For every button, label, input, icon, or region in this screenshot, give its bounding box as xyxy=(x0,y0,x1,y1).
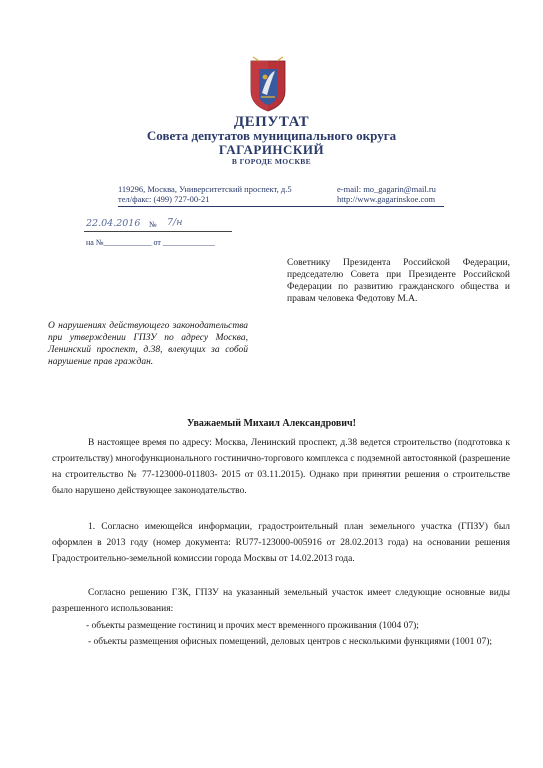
greeting: Уважаемый Михаил Александрович! xyxy=(186,418,357,429)
outgoing-date: 22.04.2016 xyxy=(86,218,141,229)
letterhead-phone: тел/факс: (499) 727-00-21 xyxy=(118,194,210,204)
letterhead-website: http://www.gagarinskoe.com xyxy=(337,194,436,204)
outgoing-number-label: № xyxy=(149,220,157,229)
outgoing-number: 7/н xyxy=(167,217,183,228)
date-underline xyxy=(84,231,232,232)
body-paragraph-1: В настоящее время по адресу: Москва, Ленинский проспект, д.38 ведется строительство (подготовка к строительству) многофункционального гостинично-торгового комплекса с подземной автостоянкой (разрешение на строительство № 77-123000-011803- 2015 от 03.11.2015). Однако при принятии решения о строительстве было нарушено действующее законодательство. xyxy=(52,438,510,496)
letterhead-title: ДЕПУТАТ xyxy=(233,114,310,130)
letterhead-city: В ГОРОДЕ МОСКВЕ xyxy=(231,157,312,166)
list-item-offices: - объекты размещения офисных помещений, деловых центров с несколькими функциями (1001 07); xyxy=(88,637,492,647)
body-paragraph-2: 1. Согласно имеющейся информации, градостроительный план земельного участка (ГПЗУ) был оформлен в 2013 году (номер документа: RU77-123000-005916 от 28.02.2013 года) на основании решения Градостроительно-земельной комиссии города Москвы от 14.02.2013 года. xyxy=(52,522,510,564)
addressee-block: Советнику Президента Российской Федерации, председателю Совета при Президенте Российской Федерации по развитию гражданского общества и правам человека Федотову М.А. xyxy=(287,258,510,304)
body-paragraph-3: Согласно решению ГЗК, ГПЗУ на указанный земельный участок имеет следующие основные виды разрешенного использования: xyxy=(52,588,510,614)
subject-block: О нарушениях действующего законодательства при утверждении ГПЗУ по адресу Москва, Ленинский проспект, д.38, влекущих за собой нарушение прав граждан. xyxy=(48,321,248,367)
letterhead-council: Совета депутатов муниципального округа xyxy=(146,128,397,143)
letterhead-address: 119296, Москва, Университетский проспект, д.5 xyxy=(118,184,292,194)
coat-of-arms-emblem xyxy=(247,55,289,113)
list-item-hotels: - объекты размещение гостиниц и прочих мест временного проживания (1004 07); xyxy=(86,621,419,631)
letterhead-divider xyxy=(118,206,444,207)
letterhead-email: e-mail: mo_gagarin@mail.ru xyxy=(337,184,436,194)
incoming-reference: на №____________ от _____________ xyxy=(86,238,215,247)
letterhead-district: ГАГАРИНСКИЙ xyxy=(218,142,325,157)
